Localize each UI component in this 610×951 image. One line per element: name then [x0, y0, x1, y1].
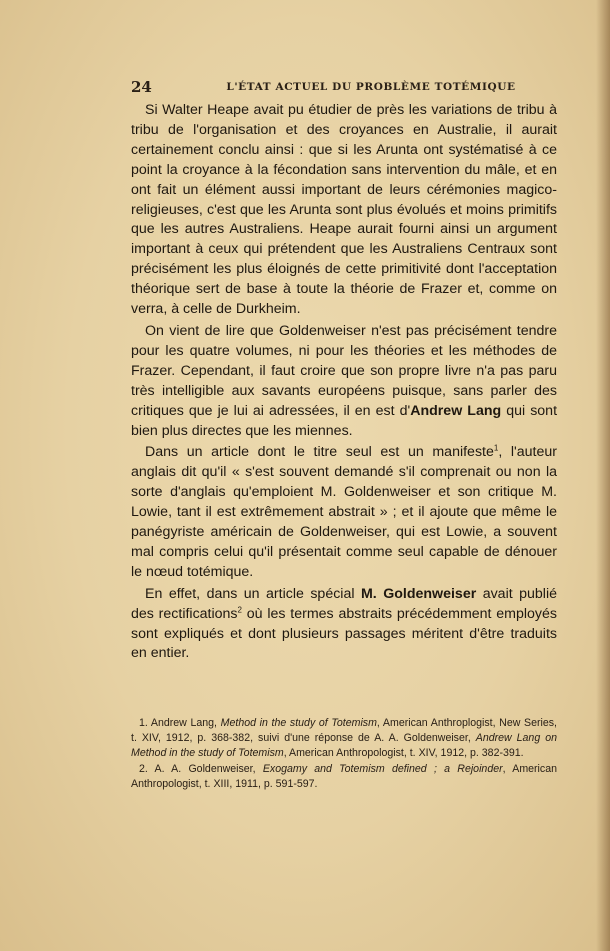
footnote-2-title: Exogamy and Totemism defined ; a Rejoinder [262, 762, 503, 775]
paragraph-4 [131, 585, 557, 665]
author-name-goldenweiser: M. Goldenweiser [360, 585, 477, 602]
page-number: 24 [131, 78, 152, 96]
page-header [131, 78, 557, 100]
footnote-ref-1: 1 [493, 443, 499, 453]
paragraph-4-text-c: où les termes abstraits précédemment employés sont expliqués et dont plusieurs passages méritent d'être traduits en entier. [131, 605, 557, 662]
footnotes [131, 716, 557, 792]
paragraph-4-text-a: En effet, dans un article spécial [145, 585, 361, 602]
footnote-1-title-1: Method in the study of Totemism [220, 717, 377, 729]
footnote-1-title-2: Andrew Lang on Method in the study of Totemism [131, 732, 557, 760]
paragraph-3 [131, 443, 557, 582]
paragraph-3-text-a: Dans un article dont le titre seul est un manifeste [145, 444, 494, 461]
paragraph-3-text-b: , l'auteur anglais dit qu'il « s'est souvent demandé s'il comprenait ou non la sorte d'anglais qu'emploient M. Goldenweiser et son critique M. Lowie, tant il est extrêmement abstrait » ; et il ajoute que même le panégyriste américain de Goldenweiser, qui est Lowie, a souvent mal compris celui qu'il présentait comme seul capable de dénouer le nœud totémique. [131, 444, 557, 580]
paragraph-1: Si Walter Heape avait pu étudier de près les variations de tribu à tribu de l'organisation et des croyances en Australie, il aurait certainement conclu ainsi : que si les Arunta ont systématisé à ce point la croyance à la fécondation sans intervention du mâle, et en ont fait un élément aussi important de leurs cérémonies magico-religieuses, c'est que les Arunta sont plus évolués et moins primitifs que les autres Australiens. Heape aurait fourni ainsi un argument important à ceux qui prétendent que les Australiens Centraux sont précisément les plus éloignés de cette primitivité dont l'acceptation théorique sert de base à toute la théorie de Frazer et, comme on verra, à celle de Durkheim. [131, 102, 557, 318]
author-name-lang: Andrew Lang [410, 402, 502, 419]
footnote-2-text-a: 2. A. A. Goldenweiser, [139, 762, 263, 775]
footnote-2-text-b: , American Anthropologist, t. XIII, 1911, p. 591-597. [131, 762, 557, 790]
paragraph-2 [131, 322, 557, 441]
footnote-2 [131, 762, 557, 792]
running-title: L'ÉTAT ACTUEL DU PROBLÈME TOTÉMIQUE [226, 81, 516, 93]
footnote-1 [131, 716, 557, 762]
paragraph-2-text-b: qui sont bien plus directes que les miennes. [131, 402, 558, 439]
footnote-1-text-c: , American Anthropologist, t. XIV, 1912, p. 382-391. [283, 747, 524, 760]
footnote-1-text-a: 1. Andrew Lang, [139, 717, 221, 729]
paragraph-4-text-b: avait publié des rectifications [131, 585, 557, 622]
paragraph-2-text-a: On vient de lire que Goldenweiser n'est pas précisément tendre pour les quatre volumes, ni pour les théories et les méthodes de Frazer. Cependant, il faut croire que son propre livre n'a pas paru très intelligible aux savants européens puisque, sans parler des critiques que je lui ai adressées, il en est d' [131, 322, 557, 419]
footnote-ref-2: 2 [237, 604, 242, 614]
footnote-1-text-b: , American Anthroplogist, New Series, t. XIV, 1912, p. 368-382, suivi d'une réponse de A. A. Goldenweiser, [131, 717, 557, 745]
body-text [131, 101, 557, 666]
